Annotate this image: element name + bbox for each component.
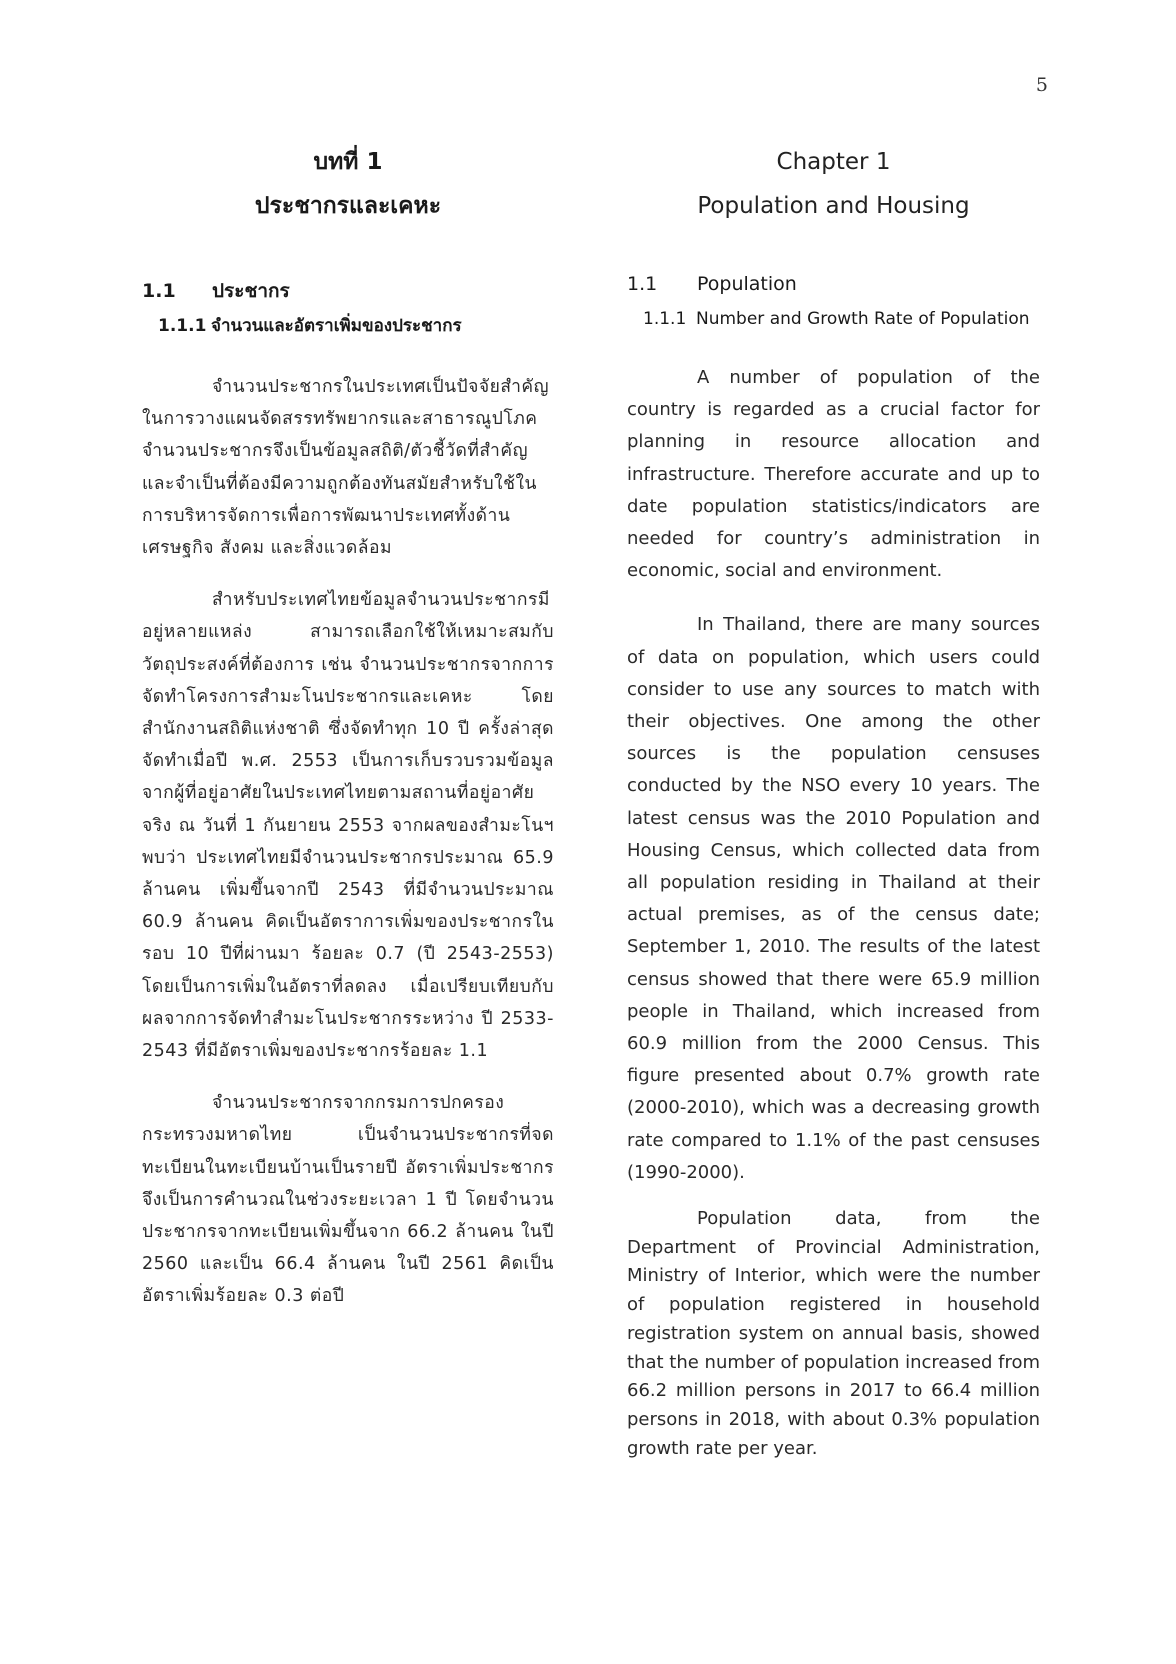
thai-paragraph-3: จำนวนประชากรจากกรมการปกครอง กระทรวงมหาดไทย เป็นจำนวนประชากรที่จดทะเบียนในทะเบียนบ้านเป็นรายปี อัตราเพิ่มประชากรจึงเป็นการคำนวณในช่วงระยะเวลา 1 ปี โดยจำนวนประชากรจากทะเบียนเพิ่มขึ้นจาก 66.2 ล้านคน ในปี 2560 และเป็น 66.4 ล้านคน ในปี 2561 คิดเป็นอัตราเพิ่มร้อยละ 0.3 ต่อปี bbox=[142, 1093, 554, 1307]
english-chapter-subtitle: Population and Housing bbox=[697, 193, 970, 219]
thai-subsection-heading bbox=[142, 309, 554, 343]
thai-section-heading bbox=[142, 273, 554, 309]
english-section-title: Population bbox=[697, 273, 797, 295]
english-section-number: 1.1 bbox=[627, 273, 658, 295]
english-paragraph-3: Population data, from the Department of Provincial Administration, Ministry of Interior, which were the number of population registered in household registration system on annual basis, showed that the number of population increased from 66.2 million persons in 2017 to 66.4 million persons in 2018, with about 0.3% population growth rate per year. bbox=[627, 1208, 1040, 1459]
thai-paragraph-2: สำหรับประเทศไทยข้อมูลจำนวนประชากรมีอยู่หลายแหล่ง สามารถเลือกใช้ให้เหมาะสมกับวัตถุประสงค์ที่ต้องการ เช่น จำนวนประชากรจากการจัดทำโครงการสำมะโนประชากรและเคหะ โดยสำนักงานสถิติแห่งชาติ ซึ่งจัดทำทุก 10 ปี ครั้งล่าสุดจัดทำเมื่อปี พ.ศ. 2553 เป็นการเก็บรวบรวมข้อมูลจากผู้ที่อยู่อาศัยในประเทศไทยตามสถานที่อยู่อาศัยจริง ณ วันที่ 1 กันยายน 2553 จากผลของสำมะโนฯ พบว่า ประเทศไทยมีจำนวนประชากรประมาณ 65.9 ล้านคน เพิ่มขึ้นจากปี 2543 ที่มีจำนวนประมาณ 60.9 ล้านคน คิดเป็นอัตราการเพิ่มของประชากรในรอบ 10 ปีที่ผ่านมา ร้อยละ 0.7 (ปี 2543-2553) โดยเป็นการเพิ่มในอัตราที่ลดลง เมื่อเปรียบเทียบกับผลจากการจัดทำสำมะโนประชากรระหว่าง ปี 2533-2543 ที่มีอัตราเพิ่มของประชากรร้อยละ 1.1 bbox=[142, 590, 554, 1062]
thai-paragraph-1: จำนวนประชากรในประเทศเป็นปัจจัยสำคัญในการวางแผนจัดสรรทรัพยากรและสาธารณูปโภค จำนวนประชากรจึงเป็นข้อมูลสถิติ/ตัวชี้วัดที่สำคัญและจำเป็นที่ต้องมีความถูกต้องทันสมัยสำหรับใช้ในการบริหารจัดการเพื่อการพัฒนาประเทศทั้งด้านเศรษฐกิจ สังคม และสิ่งแวดล้อม bbox=[142, 377, 550, 559]
thai-section-number: 1.1 bbox=[142, 280, 176, 302]
english-chapter-title: Chapter 1 bbox=[776, 149, 891, 175]
english-paragraph-1: A number of population of the country is regarded as a crucial factor for planning in resource allocation and infrastructure. Therefore accurate and up to date population statistics/indicators are needed for country’s administration in economic, social and environment. bbox=[627, 367, 1040, 582]
english-subsection-number: 1.1.1 bbox=[643, 309, 687, 329]
thai-chapter-subtitle: ประชากรและเคหะ bbox=[254, 193, 442, 219]
thai-chapter-title: บทที่ 1 bbox=[313, 149, 383, 175]
english-column bbox=[627, 140, 1040, 1463]
english-subsection-title: Number and Growth Rate of Population bbox=[696, 309, 1030, 329]
thai-subsection-title: จำนวนและอัตราเพิ่มของประชากร bbox=[211, 316, 462, 336]
english-paragraph-2: In Thailand, there are many sources of data on population, which users could consider to use any sources to match with their objectives. One among the other sources is the population censuses conducted by the NSO every 10 years. The latest census was the 2010 Population and Housing Census, which collected data from all population residing in Thailand at their actual premises, as of the census date; September 1, 2010. The results of the latest census showed that there were 65.9 million people in Thailand, which increased from 60.9 million from the 2000 Census. This figure presented about 0.7% growth rate (2000-2010), which was a decreasing growth rate compared to 1.1% of the past censuses (1990-2000). bbox=[627, 614, 1040, 1183]
english-section-heading bbox=[627, 266, 1040, 302]
page-number: 5 bbox=[1035, 74, 1048, 96]
thai-section-title: ประชากร bbox=[212, 280, 290, 302]
thai-column bbox=[142, 140, 554, 1313]
thai-subsection-number: 1.1.1 bbox=[158, 316, 207, 336]
english-subsection-heading bbox=[627, 302, 1040, 336]
